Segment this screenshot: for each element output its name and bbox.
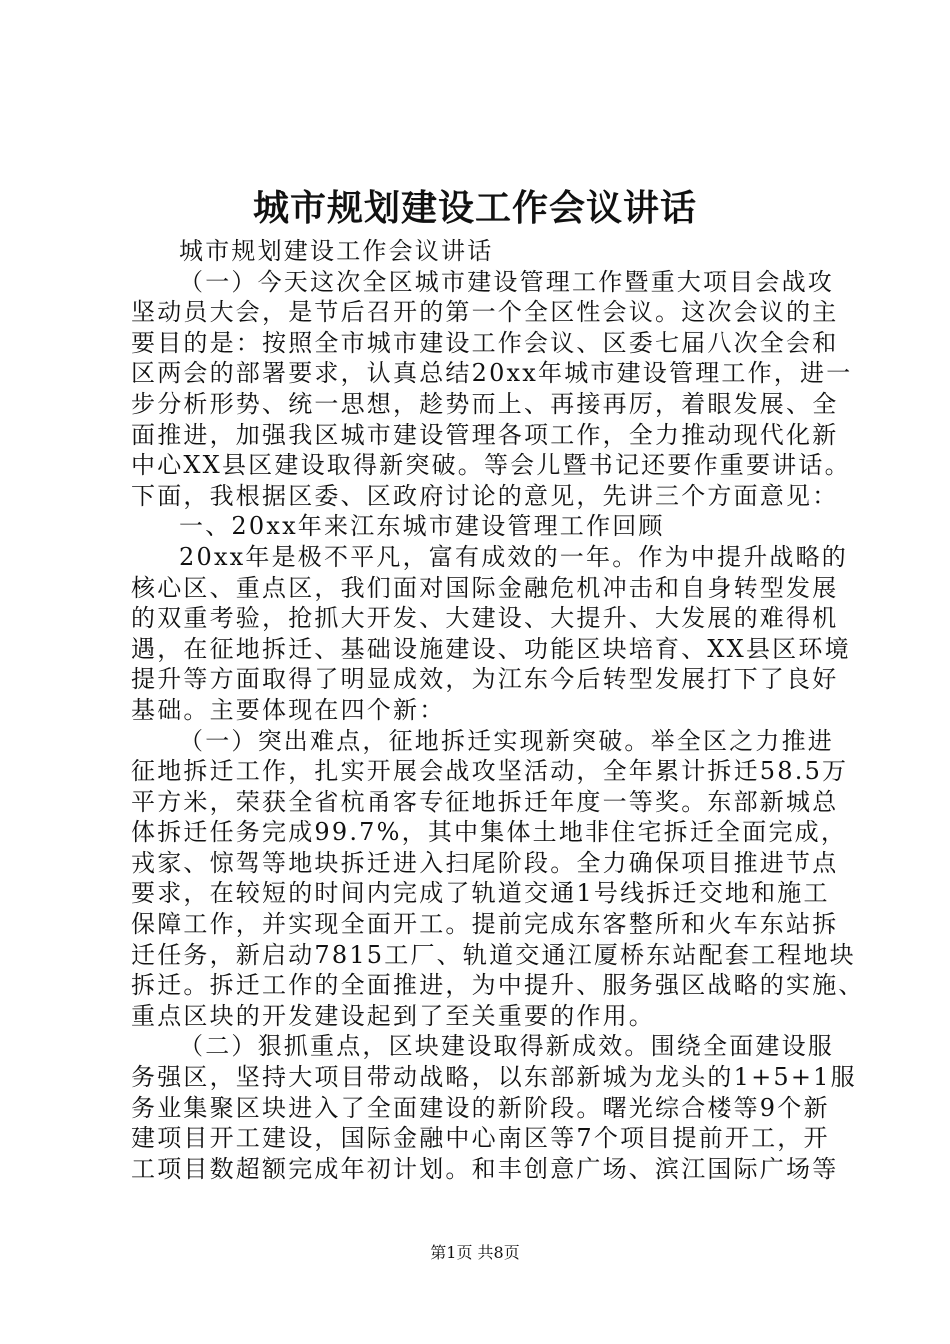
text-line: 平方米，荣获全省杭甬客专征地拆迁年度一等奖。东部新城总 xyxy=(131,787,839,816)
text-line: 坚动员大会，是节后召开的第一个全区性会议。这次会议的主 xyxy=(131,298,839,327)
text-line: （一）今天这次全区城市建设管理工作暨重大项目会战攻 xyxy=(179,267,834,296)
text-line: 面推进，加强我区城市建设管理各项工作，全力推动现代化新 xyxy=(131,420,839,449)
text-line: 拆迁。拆迁工作的全面推进，为中提升、服务强区战略的实施、 xyxy=(131,971,865,1000)
text-line: （二）狠抓重点，区块建设取得新成效。围绕全面建设服 xyxy=(179,1032,834,1061)
text-line: 体拆迁任务完成99.7%，其中集体土地非住宅拆迁全面完成， xyxy=(131,818,848,847)
text-line: 要目的是：按照全市城市建设工作会议、区委七届八次全会和 xyxy=(131,328,839,357)
document-body xyxy=(131,236,865,1184)
text-line: 迁任务，新启动7815工厂、轨道交通江厦桥东站配套工程地块 xyxy=(131,940,856,969)
text-line: 20xx年是极不平凡，富有成效的一年。作为中提升战略的 xyxy=(179,542,849,571)
text-line: 要求，在较短的时间内完成了轨道交通1号线拆迁交地和施工 xyxy=(131,879,830,908)
text-line: 遇，在征地拆迁、基础设施建设、功能区块培育、XX县区环境 xyxy=(131,634,851,663)
text-line: 征地拆迁工作，扎实开展会战攻坚活动，全年累计拆迁58.5万 xyxy=(131,757,849,786)
text-line: 的双重考验，抢抓大开发、大建设、大提升、大发展的难得机 xyxy=(131,604,839,633)
text-line: 区两会的部署要求，认真总结20xx年城市建设管理工作，进一 xyxy=(131,359,853,388)
text-line: 戎家、惊驾等地块拆迁进入扫尾阶段。全力确保项目推进节点 xyxy=(131,848,839,877)
text-line: 城市规划建设工作会议讲话 xyxy=(179,237,494,265)
section-heading: 一、20xx年来江东城市建设管理工作回顾 xyxy=(179,512,665,541)
text-line: 提升等方面取得了明显成效，为江东今后转型发展打下了良好 xyxy=(131,665,839,694)
text-line: （一）突出难点，征地拆迁实现新突破。举全区之力推进 xyxy=(179,726,834,755)
document-title: 城市规划建设工作会议讲话 xyxy=(252,187,697,229)
text-line: 务业集聚区块进入了全面建设的新阶段。曙光综合楼等9个新 xyxy=(131,1093,830,1122)
text-line: 下面，我根据区委、区政府讨论的意见，先讲三个方面意见： xyxy=(131,481,839,510)
text-line: 中心XX县区建设取得新突破。等会儿暨书记还要作重要讲话。 xyxy=(131,451,851,480)
page-footer: 第1页 共8页 xyxy=(430,1243,520,1262)
text-line: 核心区、重点区，我们面对国际金融危机冲击和自身转型发展 xyxy=(131,573,839,602)
text-line: 务强区，坚持大项目带动战略，以东部新城为龙头的1+5+1服 xyxy=(131,1063,857,1092)
text-line: 工项目数超额完成年初计划。和丰创意广场、滨江国际广场等 xyxy=(131,1154,839,1183)
text-line: 保障工作，并实现全面开工。提前完成东客整所和火车东站拆 xyxy=(131,910,839,939)
text-line: 基础。主要体现在四个新： xyxy=(131,695,446,724)
text-line: 重点区块的开发建设起到了至关重要的作用。 xyxy=(131,1001,655,1030)
text-line: 建项目开工建设，国际金融中心南区等7个项目提前开工，开 xyxy=(131,1124,830,1153)
text-line: 步分析形势、统一思想，趁势而上、再接再厉，着眼发展、全 xyxy=(131,389,839,418)
